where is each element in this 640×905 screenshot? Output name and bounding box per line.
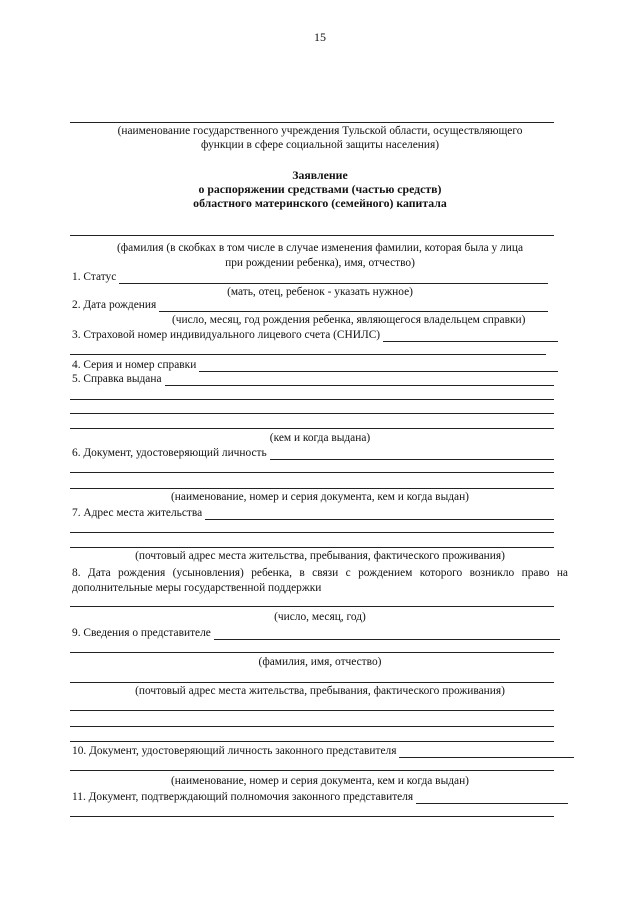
rep-authority-doc-input-line[interactable] <box>416 792 568 804</box>
address-line-2[interactable] <box>70 532 554 533</box>
institution-caption-line-1: (наименование государственного учреждения Тульской области, осуществляющего <box>117 125 523 137</box>
status-field[interactable] <box>72 270 548 284</box>
rep-authority-doc-line-2[interactable] <box>70 816 554 817</box>
representative-address-line[interactable] <box>70 682 554 683</box>
address-hint: (почтовый адрес места жительства, пребывания, фактического проживания) <box>135 550 505 562</box>
representative-label: 9. Сведения о представителе <box>72 627 211 639</box>
identity-doc-line-2[interactable] <box>70 472 554 473</box>
rep-identity-doc-line-2[interactable] <box>70 770 554 771</box>
representative-field[interactable] <box>72 626 560 640</box>
birth-date-input-line[interactable] <box>159 300 548 312</box>
identity-doc-input-line[interactable] <box>270 448 554 460</box>
representative-line-5[interactable] <box>70 726 554 727</box>
applicant-caption-line-2: при рождении ребенка), имя, отчество) <box>225 257 415 269</box>
cert-number-label: 4. Серия и номер справки <box>72 359 197 371</box>
cert-issued-line-3[interactable] <box>70 413 554 414</box>
rep-identity-doc-label: 10. Документ, удостоверяющий личность законного представителя <box>72 745 397 757</box>
child-birth-label-line-1: 8. Дата рождения (усыновления) ребенка, в связи с рождением которого возникло право на <box>72 567 568 579</box>
child-birth-input-line[interactable] <box>70 606 554 607</box>
cert-issued-line-2[interactable] <box>70 399 554 400</box>
identity-doc-line-3[interactable] <box>70 488 554 489</box>
cert-issued-input-line[interactable] <box>165 374 554 386</box>
birth-date-field[interactable] <box>72 298 548 312</box>
snils-label: 3. Страховой номер индивидуального лицевого счета (СНИЛС) <box>72 329 381 341</box>
rep-identity-doc-field[interactable] <box>72 744 574 758</box>
child-birth-label-line-2: дополнительные меры государственной поддержки <box>72 582 322 594</box>
address-field[interactable] <box>72 506 554 520</box>
birth-date-label: 2. Дата рождения <box>72 299 157 311</box>
child-birth-hint: (число, месяц, год) <box>274 611 366 623</box>
applicant-name-line[interactable] <box>70 235 554 236</box>
institution-name-line[interactable] <box>70 122 554 123</box>
page-number: 15 <box>314 30 326 44</box>
representative-line-4[interactable] <box>70 710 554 711</box>
institution-caption-line-2: функции в сфере социальной защиты населения) <box>201 139 439 151</box>
address-label: 7. Адрес места жительства <box>72 507 203 519</box>
applicant-caption-line-1: (фамилия (в скобках в том числе в случае изменения фамилии, которая была у лица <box>116 242 524 254</box>
form-subtitle-line-2: областного материнского (семейного) капитала <box>193 196 447 210</box>
representative-input-line[interactable] <box>214 628 560 640</box>
cert-number-field[interactable] <box>72 358 558 372</box>
rep-identity-doc-input-line[interactable] <box>399 746 574 758</box>
rep-authority-doc-field[interactable] <box>72 790 568 804</box>
cert-issued-line-4[interactable] <box>70 428 554 429</box>
identity-doc-hint: (наименование, номер и серия документа, кем и когда выдан) <box>171 491 469 503</box>
cert-issued-label: 5. Справка выдана <box>72 373 162 385</box>
form-title: Заявление <box>292 168 348 182</box>
identity-doc-field[interactable] <box>72 446 554 460</box>
snils-input-line[interactable] <box>383 330 558 342</box>
representative-line-6[interactable] <box>70 741 554 742</box>
snils-field[interactable] <box>72 328 558 342</box>
address-input-line[interactable] <box>205 508 554 520</box>
address-line-3[interactable] <box>70 547 554 548</box>
snils-extra-line[interactable] <box>70 354 546 355</box>
representative-name-hint: (фамилия, имя, отчество) <box>258 656 382 668</box>
rep-authority-doc-label: 11. Документ, подтверждающий полномочия законного представителя <box>72 791 414 803</box>
representative-line-2[interactable] <box>70 652 554 653</box>
status-hint: (мать, отец, ребенок - указать нужное) <box>227 286 413 298</box>
cert-number-input-line[interactable] <box>199 360 558 372</box>
status-input-line[interactable] <box>119 272 548 284</box>
representative-address-hint: (почтовый адрес места жительства, пребывания, фактического проживания) <box>135 685 505 697</box>
birth-date-hint: (число, месяц, год рождения ребенка, являющегося владельцем справки) <box>172 314 526 326</box>
status-label: 1. Статус <box>72 271 117 283</box>
form-subtitle-line-1: о распоряжении средствами (частью средств) <box>198 182 442 196</box>
identity-doc-label: 6. Документ, удостоверяющий личность <box>72 447 267 459</box>
cert-issued-field[interactable] <box>72 372 554 386</box>
cert-issued-hint: (кем и когда выдана) <box>269 432 371 444</box>
rep-identity-doc-hint: (наименование, номер и серия документа, кем и когда выдан) <box>171 775 469 787</box>
